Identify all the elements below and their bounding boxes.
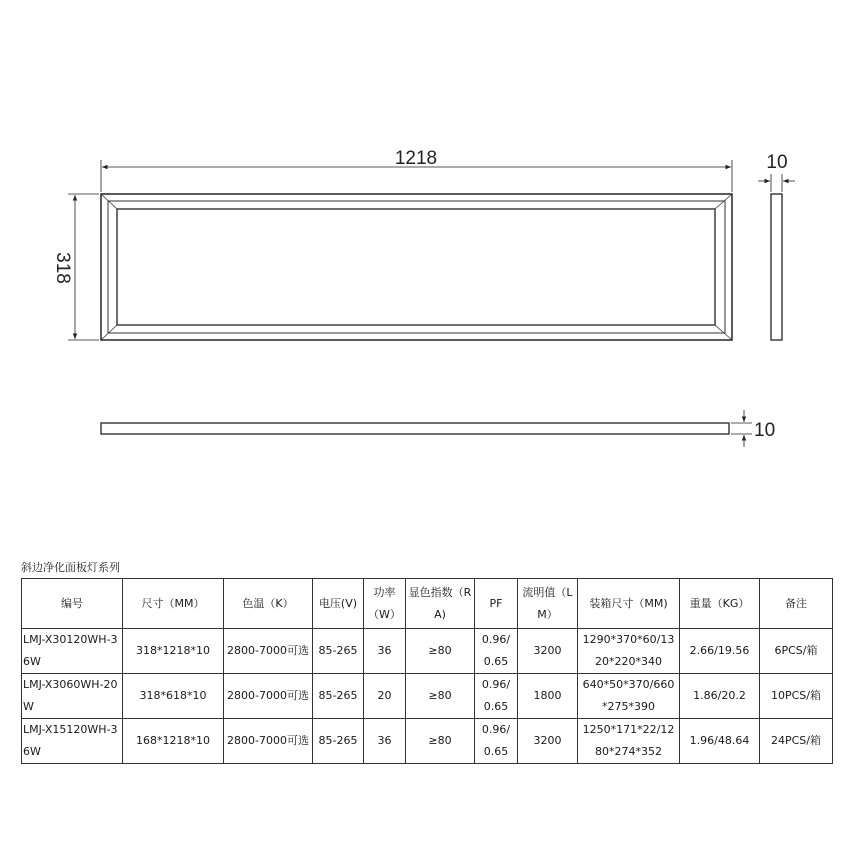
- header-cell: 显色指数（RA): [406, 579, 475, 629]
- bottom-thickness-dimension: [731, 410, 752, 447]
- table-cell: 10PCS/箱: [760, 674, 833, 719]
- width-label: 1218: [394, 148, 438, 169]
- table-cell: ≥80: [406, 719, 475, 764]
- table-cell: 2800-7000可选: [224, 629, 313, 674]
- header-cell: 装箱尺寸（MM): [578, 579, 680, 629]
- table-title: 斜边净化面板灯系列: [21, 561, 120, 574]
- table-row: [22, 674, 833, 719]
- header-cell: 功率（W）: [364, 579, 406, 629]
- table-cell: 168*1218*10: [123, 719, 224, 764]
- side-thickness-label: 10: [766, 152, 788, 173]
- header-cell: 编号: [22, 579, 123, 629]
- table-cell: 6PCS/箱: [760, 629, 833, 674]
- panel-light-area: [117, 209, 715, 325]
- header-cell: 重量（KG）: [680, 579, 760, 629]
- table-cell: LMJ-X30120WH-36W: [22, 629, 123, 674]
- table-cell: 0.96/0.65: [475, 674, 518, 719]
- panel-front-view: [101, 194, 732, 340]
- table-cell: ≥80: [406, 674, 475, 719]
- panel-bottom-view: [101, 423, 729, 434]
- spec-table: [21, 578, 833, 764]
- table-cell: 85-265: [313, 719, 364, 764]
- table-header-row: [22, 579, 833, 629]
- table-cell: 85-265: [313, 674, 364, 719]
- table-cell: 640*50*370/660*275*390: [578, 674, 680, 719]
- table-cell: 1800: [518, 674, 578, 719]
- panel-outer-frame: [101, 194, 732, 340]
- table-cell: 20: [364, 674, 406, 719]
- table-cell: 3200: [518, 719, 578, 764]
- header-cell: PF: [475, 579, 518, 629]
- table-cell: 1290*370*60/1320*220*340: [578, 629, 680, 674]
- table-cell: 1.96/48.64: [680, 719, 760, 764]
- table-cell: LMJ-X15120WH-36W: [22, 719, 123, 764]
- table-cell: LMJ-X3060WH-20W: [22, 674, 123, 719]
- table-cell: 1.86/20.2: [680, 674, 760, 719]
- table-cell: ≥80: [406, 629, 475, 674]
- header-cell: 备注: [760, 579, 833, 629]
- table-row: [22, 719, 833, 764]
- table-cell: 2800-7000可选: [224, 674, 313, 719]
- panel-side-view: [771, 194, 782, 340]
- table-cell: 318*1218*10: [123, 629, 224, 674]
- table-cell: 3200: [518, 629, 578, 674]
- header-cell: 尺寸（MM）: [123, 579, 224, 629]
- header-cell: 流明值（LM）: [518, 579, 578, 629]
- table-cell: 0.96/0.65: [475, 719, 518, 764]
- table-cell: 36: [364, 719, 406, 764]
- panel-inner-frame: [108, 201, 725, 333]
- table-cell: 24PCS/箱: [760, 719, 833, 764]
- table-cell: 2.66/19.56: [680, 629, 760, 674]
- header-cell: 电压(V): [313, 579, 364, 629]
- side-thickness-dimension: [758, 174, 795, 192]
- table-cell: 2800-7000可选: [224, 719, 313, 764]
- height-label: 318: [52, 252, 73, 284]
- table-cell: 85-265: [313, 629, 364, 674]
- table-cell: 1250*171*22/1280*274*352: [578, 719, 680, 764]
- bottom-thickness-label: 10: [754, 420, 776, 441]
- table-cell: 0.96/0.65: [475, 629, 518, 674]
- table-row: [22, 629, 833, 674]
- header-cell: 色温（K）: [224, 579, 313, 629]
- table-cell: 318*618*10: [123, 674, 224, 719]
- table-cell: 36: [364, 629, 406, 674]
